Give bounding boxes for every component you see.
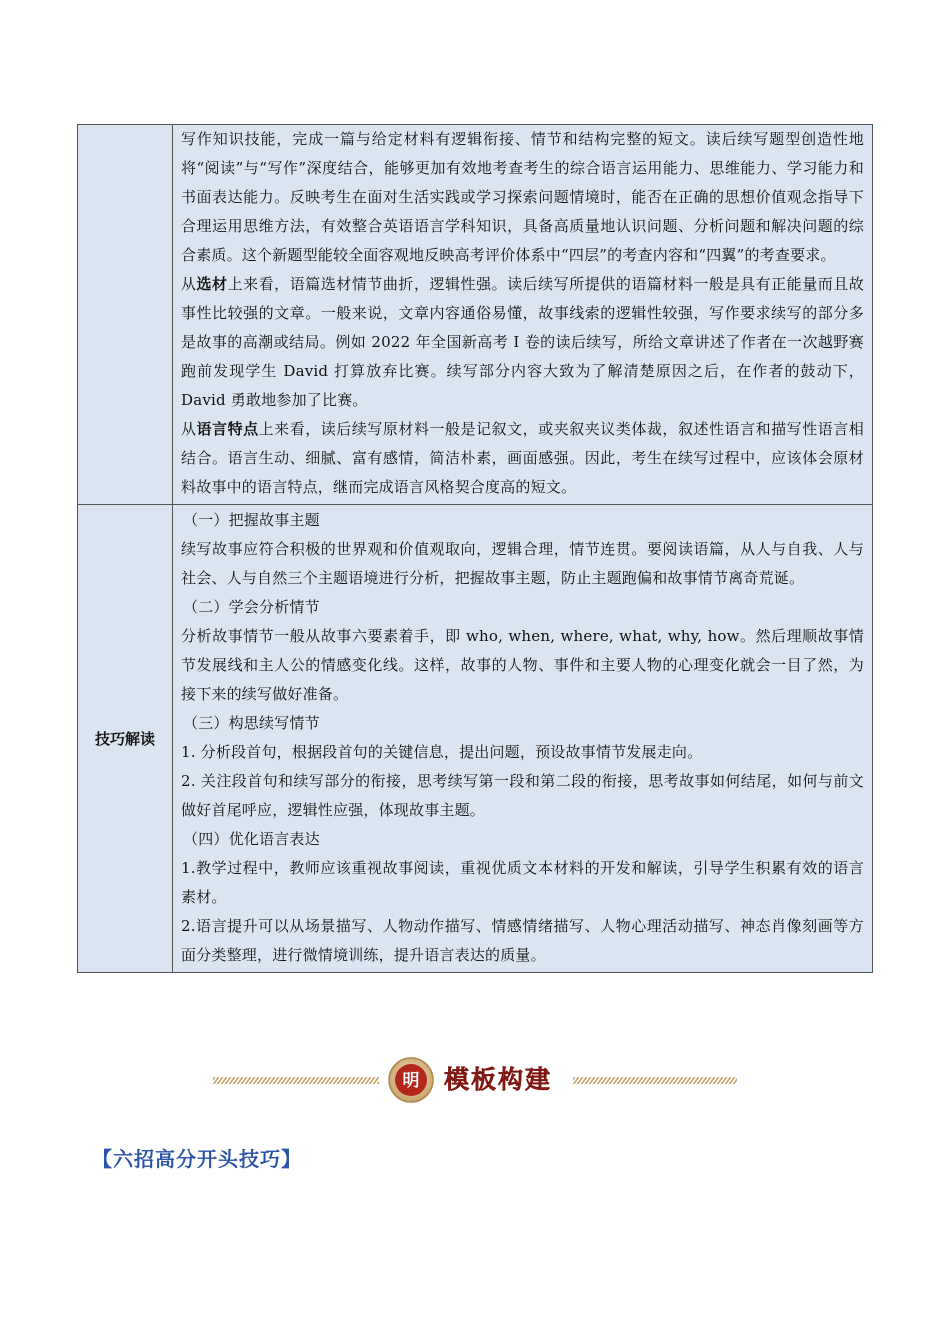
overview-paragraph: 写作知识技能，完成一篇与给定材料有逻辑衔接、情节和结构完整的短文。读后续写题型创造性地将“阅读”与“写作”深度结合，能够更加有效地考查考生的综合语言运用能力、思维能力、学习能力和书面表达能力。反映考生在面对生活实践或学习探索问题情境时，能否在正确的思想价值观念指导下合理运用思维方法，有效整合英语语言学科知识，具备高质量地认识问题、分析问题和解决问题的综合素质。这个新题型能较全面容观地反映高考评价体系中“四层”的考查内容和“四翼”的考查要求。 bbox=[181, 130, 864, 264]
row-label-empty bbox=[78, 125, 173, 505]
skill-text-4b: 2.语言提升可以从场景描写、人物动作描写、情感情绪描写、人物心理活动描写、神态肖像刻画等方面分类整理，进行微情境训练，提升语言表达的质量。 bbox=[181, 917, 864, 964]
table-row-skills bbox=[78, 505, 873, 973]
material-keyword: 选材 bbox=[196, 275, 228, 293]
skill-heading-2: （二）学会分析情节 bbox=[183, 598, 320, 616]
row-content-skills bbox=[173, 505, 873, 973]
section-heading: 【六招高分开头技巧】 bbox=[92, 1147, 302, 1171]
banner-title: 模板构建 bbox=[443, 1065, 553, 1094]
skill-heading-1: （一）把握故事主题 bbox=[183, 511, 320, 529]
skill-text-3b: 2. 关注段首句和续写部分的衔接，思考续写第一段和第二段的衔接，思考故事如何结尾，如何与前文做好首尾呼应，逻辑性应强，体现故事主题。 bbox=[181, 772, 864, 819]
language-keyword: 语言特点 bbox=[196, 420, 259, 438]
table-row-overview bbox=[78, 125, 873, 505]
skills-label: 技巧解读 bbox=[94, 730, 155, 748]
banner-right-stripe bbox=[573, 1077, 737, 1084]
skill-heading-3: （三）构思续写情节 bbox=[183, 714, 320, 732]
row-content-overview bbox=[173, 125, 873, 505]
skill-text-3a: 1. 分析段首句，根据段首句的关键信息，提出问题，预设故事情节发展走向。 bbox=[181, 743, 703, 761]
banner-seal-char: 明 bbox=[402, 1071, 420, 1091]
material-paragraph: 从选材上来看，语篇选材情节曲折，逻辑性强。读后续写所提供的语篇材料一般是具有正能量而且故事性比较强的文章。一般来说，文章内容通俗易懂，故事线索的逻辑性较强，写作要求续写的部分多是故事的高潮或结局。例如 2022 年全国新高考 I 卷的读后续写，所给文章讲述了作者在一次越野赛跑前发现学生 David 打算放弃比赛。续写部分内容大致为了解清楚原因之后，在作者的鼓动下，David 勇敢地参加了比赛。 bbox=[181, 275, 864, 409]
content-table bbox=[77, 124, 873, 973]
section-banner bbox=[213, 1055, 737, 1105]
skill-text-4a: 1.教学过程中，教师应该重视故事阅读，重视优质文本材料的开发和解读，引导学生积累有效的语言素材。 bbox=[181, 859, 864, 906]
skill-text-2: 分析故事情节一般从故事六要素着手，即 who, when, where, what, why, how。然后理顺故事情节发展线和主人公的情感变化线。这样，故事的人物、事件和主要人物的心理变化就会一目了然，为接下来的续写做好准备。 bbox=[181, 627, 864, 703]
skill-heading-4: （四）优化语言表达 bbox=[183, 830, 320, 848]
row-label-skills bbox=[78, 505, 173, 973]
banner-left-stripe bbox=[213, 1077, 379, 1084]
language-paragraph: 从语言特点上来看，读后续写原材料一般是记叙文，或夹叙夹议类体裁，叙述性语言和描写性语言相结合。语言生动、细腻、富有感情，简洁朴素，画面感强。因此，考生在续写过程中，应该体会原材料故事中的语言特点，继而完成语言风格契合度高的短文。 bbox=[181, 420, 864, 496]
skill-text-1: 续写故事应符合积极的世界观和价值观取向，逻辑合理，情节连贯。要阅读语篇，从人与自我、人与社会、人与自然三个主题语境进行分析，把握故事主题，防止主题跑偏和故事情节离奇荒诞。 bbox=[181, 540, 864, 587]
